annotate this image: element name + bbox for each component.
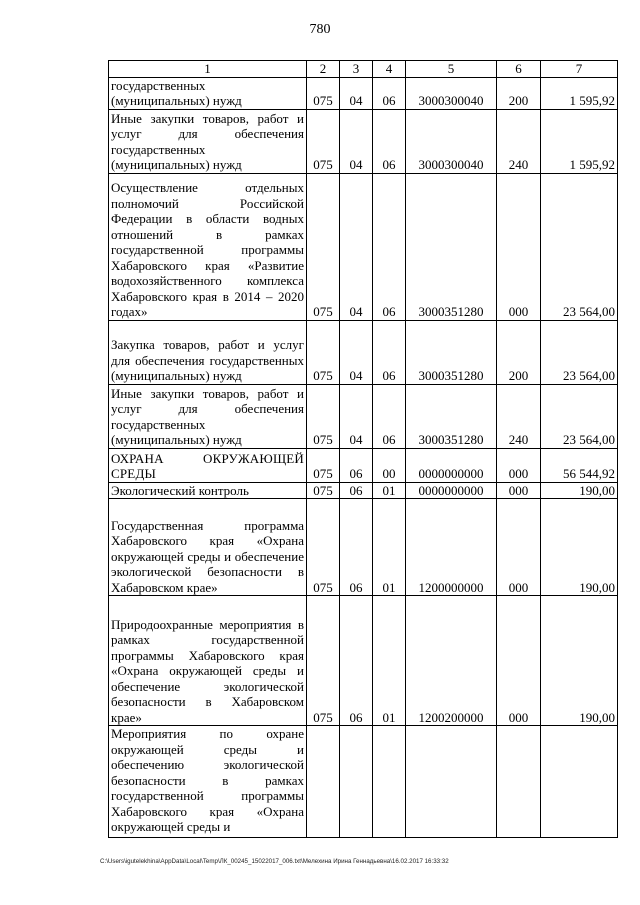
cell-value: 075 [307,448,340,482]
cell-amount: 190,00 [541,596,618,726]
cell-value: 075 [307,320,340,384]
column-header: 3 [340,61,373,78]
table-row [109,77,618,109]
cell-amount: 190,00 [541,499,618,596]
cell-value: 075 [307,109,340,173]
cell-value: 075 [307,77,340,109]
cell-value: 3000300040 [406,109,497,173]
cell-value: 075 [307,173,340,320]
cell-value: 04 [340,77,373,109]
cell-value: 240 [497,384,541,448]
cell-amount: 23 564,00 [541,320,618,384]
column-header: 4 [373,61,406,78]
table-header-row [109,61,618,78]
row-name: Иные закупки товаров, работ и услуг для обеспечения государственных (муниципальных) нужд [109,109,307,173]
cell-value: 06 [373,384,406,448]
cell-value: 000 [497,173,541,320]
cell-amount: 56 544,92 [541,448,618,482]
table-row [109,596,618,726]
table-row [109,173,618,320]
cell-amount: 1 595,92 [541,109,618,173]
row-name: Государственная программа Хабаровского края «Охрана окружающей среды и обеспечение экологической безопасности в Хабаровском крае» [109,499,307,596]
cell-value [373,726,406,838]
cell-value: 04 [340,384,373,448]
cell-value: 01 [373,596,406,726]
cell-value [406,726,497,838]
cell-value: 075 [307,384,340,448]
cell-value: 1200200000 [406,596,497,726]
table-row [109,482,618,499]
cell-amount: 23 564,00 [541,384,618,448]
row-name: Закупка товаров, работ и услуг для обеспечения государственных (муниципальных) нужд [109,320,307,384]
cell-value: 0000000000 [406,448,497,482]
cell-value: 01 [373,482,406,499]
table-row-section [109,448,618,482]
cell-value: 06 [340,499,373,596]
column-header: 2 [307,61,340,78]
cell-value [307,726,340,838]
cell-value: 06 [340,596,373,726]
table-row [109,320,618,384]
cell-value [340,726,373,838]
cell-amount [541,726,618,838]
table-row [109,109,618,173]
cell-value: 04 [340,173,373,320]
cell-value: 240 [497,109,541,173]
column-header: 7 [541,61,618,78]
cell-value: 000 [497,499,541,596]
column-header: 1 [109,61,307,78]
cell-value: 06 [373,109,406,173]
row-name: Экологический контроль [109,482,307,499]
row-name: Иные закупки товаров, работ и услуг для обеспечения государственных (муниципальных) нужд [109,384,307,448]
cell-value: 000 [497,448,541,482]
cell-value: 3000300040 [406,77,497,109]
cell-value: 075 [307,596,340,726]
cell-value: 06 [373,173,406,320]
budget-table [108,60,618,838]
page-number: 780 [309,22,331,37]
cell-value: 200 [497,320,541,384]
cell-value: 06 [340,482,373,499]
cell-value: 3000351280 [406,173,497,320]
cell-value: 06 [373,320,406,384]
cell-value: 000 [497,596,541,726]
row-name: Природоохранные мероприятия в рамках государственной программы Хабаровского края «Охрана окружающей среды и обеспечение экологической безопасности в Хабаровском крае» [109,596,307,726]
table-row [109,726,618,838]
cell-value: 3000351280 [406,384,497,448]
table-row [109,384,618,448]
cell-amount: 190,00 [541,482,618,499]
cell-value: 3000351280 [406,320,497,384]
cell-value [497,726,541,838]
row-name: государственных (муниципальных) нужд [109,77,307,109]
row-name: Осуществление отдельных полномочий Российской Федерации в области водных отношений в рамках государственной программы Хабаровского края «Развитие водохозяйственного комплекса Хабаровского края в 2014 – 2020 годах» [109,173,307,320]
cell-value: 06 [373,77,406,109]
cell-value: 01 [373,499,406,596]
cell-value: 00 [373,448,406,482]
file-path-footer: C:\Users\igutelekhina\AppData\Local\Temp\ЛК_00245_15022017_006.txt\Мелехина Ирина Геннадьевна\16.02.2017 16:33:32 [100,858,449,865]
column-header: 6 [497,61,541,78]
cell-value: 200 [497,77,541,109]
cell-amount: 1 595,92 [541,77,618,109]
cell-value: 075 [307,482,340,499]
cell-value: 1200000000 [406,499,497,596]
table-row [109,499,618,596]
row-name: Мероприятия по охране окружающей среды и обеспечению экологической безопасности в рамках государственной программы Хабаровского края «Охрана окружающей среды и [109,726,307,838]
cell-value: 04 [340,109,373,173]
row-name: ОХРАНА ОКРУЖАЮЩЕЙ СРЕДЫ [109,448,307,482]
cell-value: 06 [340,448,373,482]
cell-value: 04 [340,320,373,384]
cell-value: 0000000000 [406,482,497,499]
column-header: 5 [406,61,497,78]
cell-value: 000 [497,482,541,499]
cell-amount: 23 564,00 [541,173,618,320]
cell-value: 075 [307,499,340,596]
